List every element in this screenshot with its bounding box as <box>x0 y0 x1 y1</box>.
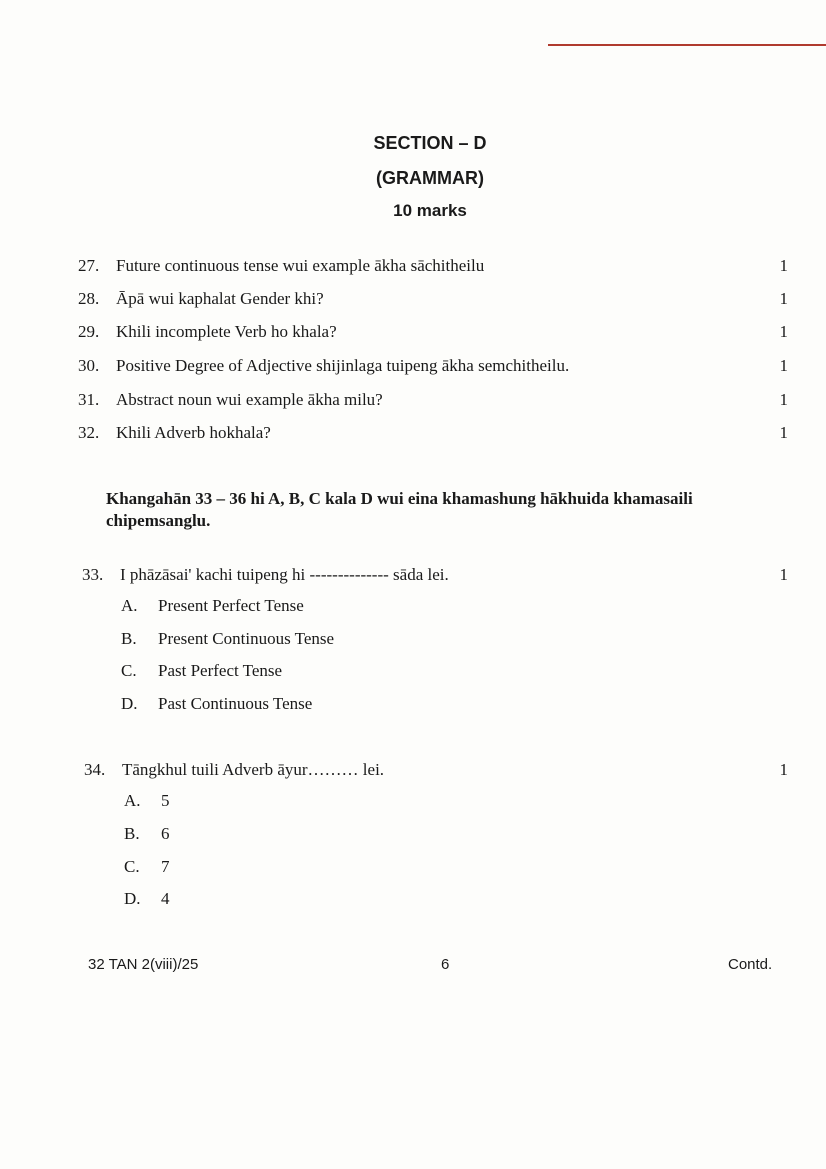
question-text: I phāzāsai' kachi tuipeng hi -------------- sāda lei. <box>120 565 449 584</box>
question-number: 29. <box>78 322 100 341</box>
section-title: SECTION – D <box>373 133 487 153</box>
option-text: Past Perfect Tense <box>158 661 283 680</box>
section-subtitle: (GRAMMAR) <box>376 168 484 188</box>
question-mark: 1 <box>779 322 788 341</box>
option-letter: A. <box>124 791 141 810</box>
question-number: 34. <box>84 760 106 779</box>
question-29 <box>78 322 788 342</box>
question-28 <box>78 289 788 309</box>
instruction: Khangahān 33 – 36 hi A, B, C kala D wui eina khamashung hākhuida khamasaili chipemsanglu. <box>106 489 693 530</box>
option-letter: D. <box>124 889 141 908</box>
option-text: 4 <box>161 889 170 908</box>
question-mark: 1 <box>779 565 788 584</box>
question-text: Abstract noun wui example ākha milu? <box>116 390 383 409</box>
option-text: Present Continuous Tense <box>158 629 335 648</box>
question-30 <box>78 356 788 376</box>
option-34-c <box>124 857 170 877</box>
footer-paper-code: 32 TAN 2(viii)/25 <box>88 956 199 973</box>
option-letter: C. <box>121 661 137 680</box>
question-text: Positive Degree of Adjective shijinlaga tuipeng ākha semchitheilu. <box>116 356 570 375</box>
question-mark: 1 <box>779 423 788 442</box>
question-number: 32. <box>78 423 100 442</box>
option-33-c <box>121 661 282 681</box>
option-letter: B. <box>121 629 137 648</box>
question-mark: 1 <box>779 356 788 375</box>
top-rule <box>548 44 826 46</box>
option-text: 7 <box>161 857 170 876</box>
option-letter: A. <box>121 596 138 615</box>
option-33-a <box>121 596 304 616</box>
question-text: Tāngkhul tuili Adverb āyur……… lei. <box>122 760 385 779</box>
question-number: 33. <box>82 565 104 584</box>
question-mark: 1 <box>779 256 788 275</box>
option-33-b <box>121 629 334 649</box>
option-34-d <box>124 889 170 909</box>
question-text: Khili incomplete Verb ho khala? <box>116 322 337 341</box>
question-number: 30. <box>78 356 100 375</box>
footer-contd: Contd. <box>728 956 773 973</box>
question-34 <box>84 760 788 780</box>
question-text: Khili Adverb hokhala? <box>116 423 271 442</box>
question-31 <box>78 390 788 410</box>
question-text: Āpā wui kaphalat Gender khi? <box>116 289 324 308</box>
question-number: 31. <box>78 390 100 409</box>
option-34-a <box>124 791 170 811</box>
question-27 <box>78 256 788 276</box>
section-marks: 10 marks <box>393 201 467 220</box>
option-text: Past Continuous Tense <box>158 694 313 713</box>
option-text: 5 <box>161 791 170 810</box>
question-number: 28. <box>78 289 100 308</box>
question-text: Future continuous tense wui example ākha sāchitheilu <box>116 256 485 275</box>
question-number: 27. <box>78 256 100 275</box>
option-34-b <box>124 824 170 844</box>
option-letter: D. <box>121 694 138 713</box>
question-mark: 1 <box>779 390 788 409</box>
option-letter: C. <box>124 857 140 876</box>
question-33 <box>82 565 788 585</box>
option-text: Present Perfect Tense <box>158 596 304 615</box>
question-32 <box>78 423 788 443</box>
question-mark: 1 <box>779 289 788 308</box>
option-text: 6 <box>161 824 170 843</box>
option-33-d <box>121 694 312 714</box>
question-mark: 1 <box>779 760 788 779</box>
footer-page-number: 6 <box>441 956 450 973</box>
option-letter: B. <box>124 824 140 843</box>
